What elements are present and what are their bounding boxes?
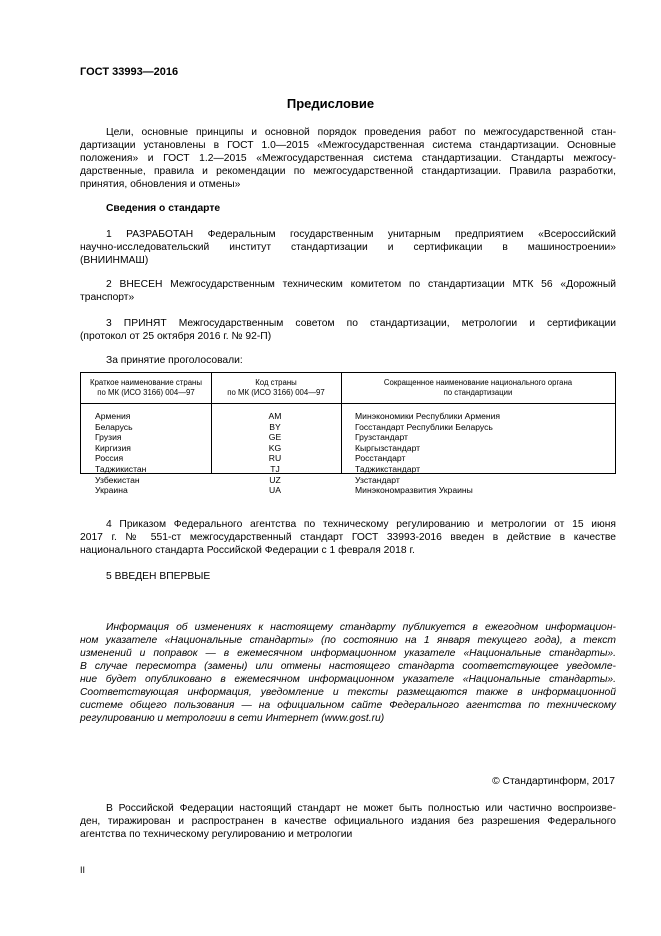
intro-line: дартизации установлены в ГОСТ 1.0—2015 «Межгосударственная система стандартизации. Основные <box>80 140 616 151</box>
country-cell: Киргизия <box>95 442 131 453</box>
table-body <box>81 411 615 496</box>
table-row <box>81 443 615 454</box>
agency-cell: Кыргызстандарт <box>355 442 421 453</box>
notice-line: Соответствующая информация, уведомление и тексты размещаются также в информационной <box>80 687 616 698</box>
item-3-paragraph <box>80 317 616 343</box>
intro-line: положения» и ГОСТ 1.2—2015 «Межгосударственная система стандартизации. Стандарты межгосу- <box>80 153 616 164</box>
item-4-paragraph <box>80 518 616 557</box>
item-2-line: 2 ВНЕСЕН Межгосударственным техническим комитетом по стандартизации МТК 56 «Дорожный <box>106 279 616 290</box>
agency-cell: Минэкономики Республики Армения <box>355 411 501 421</box>
code-cell: TJ <box>270 463 280 474</box>
voted-label: За принятие проголосовали: <box>106 355 243 366</box>
header-text: Краткое наименование страны <box>90 378 202 387</box>
header-country-name <box>81 378 211 398</box>
rights-line: агентства по техническому регулированию и метрологии <box>80 829 353 840</box>
code-cell: GE <box>268 432 282 443</box>
agency-cell: Таджикстандарт <box>355 463 421 474</box>
header-text: Код страны <box>255 378 297 387</box>
notice-line: регулированию и метрологии в сети Интернет (www.gost.ru) <box>80 713 385 724</box>
header-text: по МК (ИСО 3166) 004—97 <box>227 388 325 397</box>
header-agency <box>341 378 615 398</box>
document-code: ГОСТ 33993—2016 <box>80 66 179 78</box>
country-cell: Беларусь <box>95 421 133 432</box>
intro-paragraph <box>80 126 616 191</box>
header-text: по стандартизации <box>443 388 513 397</box>
notice-line: изменений и поправок — в ежемесячном информационном указателе «Национальные стандарты». <box>80 648 616 659</box>
rights-paragraph <box>80 802 616 841</box>
notice-line: ние будет опубликовано в ежемесячном информационном указателе «Национальные стандарты». <box>80 674 616 685</box>
section-title: Сведения о стандарте <box>106 203 221 214</box>
intro-line: принятия, обновления и отмены» <box>80 179 241 190</box>
table-row <box>81 475 615 486</box>
item-1-line: 1 РАЗРАБОТАН Федеральным государственным унитарным предприятием «Всероссийский <box>106 229 616 240</box>
code-cell: BY <box>269 421 281 432</box>
item-3-line: (протокол от 25 октября 2016 г. № 92-П) <box>80 331 272 342</box>
intro-line: дарственные, правила и рекомендации по межгосударственной стандартизации. Правила разработки, <box>80 166 616 177</box>
item-4-line: национального стандарта Российской Федерации с 1 февраля 2018 г. <box>80 545 415 556</box>
item-4-line: 2017 г. № 551-ст межгосударственный стандарт ГОСТ 33993-2016 введен в действие в качестве <box>80 532 616 543</box>
country-cell: Узбекистан <box>95 474 140 485</box>
item-3-line: 3 ПРИНЯТ Межгосударственным советом по стандартизации, метрологии и сертификации <box>106 318 616 329</box>
agency-cell: Узстандарт <box>355 474 400 485</box>
code-cell: RU <box>268 453 282 464</box>
country-cell: Россия <box>95 453 124 464</box>
notice-line: ном указателе «Национальные стандарты» (по состоянию на 1 января текущего года), а текст <box>80 635 616 646</box>
item-5-text: 5 ВВЕДЕН ВПЕРВЫЕ <box>106 571 211 582</box>
code-cell: AM <box>268 411 282 421</box>
members-table <box>80 372 616 496</box>
header-country-code <box>211 378 341 398</box>
table-row <box>81 432 615 443</box>
code-cell: KG <box>268 442 282 453</box>
header-text: по МК (ИСО 3166) 004—97 <box>97 388 195 397</box>
notice-line: В случае пересмотра (замены) или отмены настоящего стандарта соответствующее уведомле- <box>80 661 616 672</box>
agency-cell: Росстандарт <box>355 453 406 464</box>
item-1-line: научно-исследовательский институт стандартизации и сертификации в машиностроении» <box>80 242 616 253</box>
item-1-line: (ВНИИНМАШ) <box>80 255 149 266</box>
notice-line: Информация об изменениях к настоящему стандарту публикуется в ежегодном информацион- <box>106 622 616 633</box>
agency-cell: Грузстандарт <box>355 432 408 443</box>
intro-line: Цели, основные принципы и основной порядок проведения работ по межгосударственной стан- <box>106 127 616 138</box>
country-cell: Армения <box>95 411 131 421</box>
page-title: Предисловие <box>286 96 375 111</box>
item-2-paragraph <box>80 278 616 304</box>
rights-line: ден, тиражирован и распространен в качестве официального издания без разрешения Федерального <box>80 816 616 827</box>
notice-paragraph <box>80 621 616 725</box>
table-header <box>81 373 615 404</box>
country-cell: Грузия <box>95 432 122 443</box>
country-cell: Таджикистан <box>95 463 147 474</box>
copyright: © Стандартинформ, 2017 <box>492 776 615 787</box>
item-1-paragraph <box>80 228 616 267</box>
code-cell: UZ <box>269 474 281 485</box>
page-number: II <box>80 865 86 875</box>
table-row <box>81 422 615 433</box>
agency-cell: Госстандарт Республики Беларусь <box>355 421 493 432</box>
rights-line: В Российской Федерации настоящий стандарт не может быть полностью или частично воспроизве- <box>106 803 616 814</box>
table-row <box>81 453 615 464</box>
table-row <box>81 485 615 496</box>
item-4-line: 4 Приказом Федерального агентства по техническому регулированию и метрологии от 15 июня <box>106 519 616 530</box>
table-row <box>81 464 615 475</box>
country-cell: Украина <box>95 485 128 496</box>
table-row <box>81 411 615 422</box>
agency-cell: Минэкономразвития Украины <box>355 485 473 496</box>
code-cell: UA <box>269 485 281 496</box>
header-text: Сокращенное наименование национального органа <box>383 378 573 387</box>
notice-line: системе общего пользования — на официальном сайте Федерального агентства по техническому <box>80 700 616 711</box>
item-2-line: транспорт» <box>80 292 135 303</box>
